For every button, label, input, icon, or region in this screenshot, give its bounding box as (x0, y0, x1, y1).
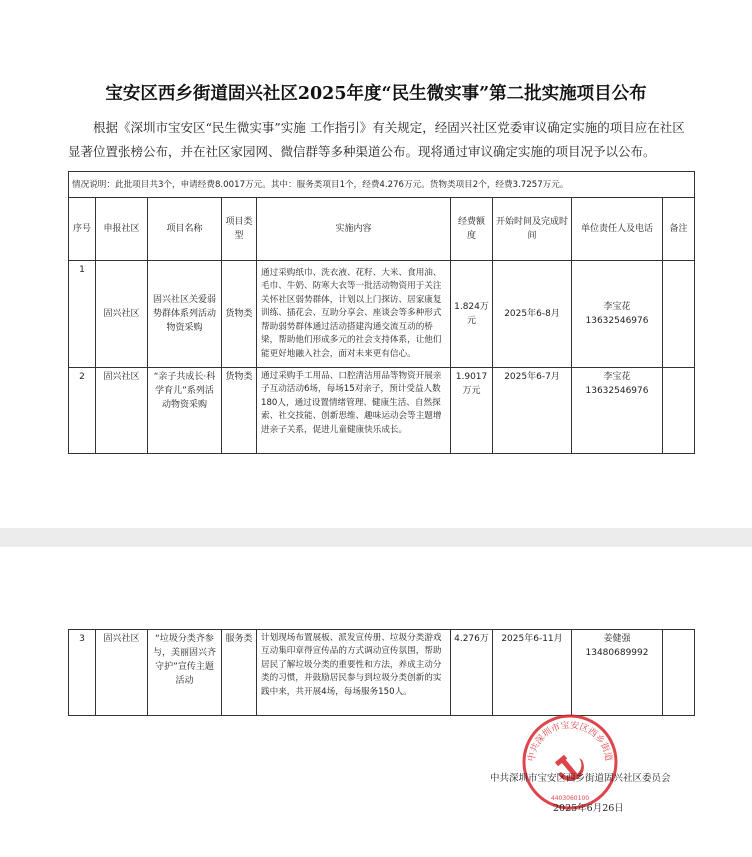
seal-icon (520, 712, 620, 812)
header-budget: 经费额度 (451, 198, 493, 261)
header-contact: 单位责任人及电话 (572, 198, 663, 261)
svg-text:中共深圳市宝安区西乡街道固兴社区委员会 (520, 712, 615, 762)
row-contact (572, 261, 663, 368)
summary-note: 情况说明：此批项目共3个，申请经费8.0017万元。其中：服务类项目1个，经费4.276万元。货物类项目2个，经费3.7257万元。 (69, 172, 695, 198)
seal-code: 4403060100 (550, 795, 590, 802)
issue-date: 2025年6月26日 (553, 803, 624, 814)
contact-name: 姜健强 (603, 634, 631, 644)
row-community: 固兴社区 (96, 368, 148, 454)
header-note: 备注 (663, 198, 695, 261)
contact-name: 李宝花 (603, 302, 631, 312)
seal-arc-text: 中共深圳市宝安区西乡街道 (526, 720, 614, 763)
table-header-row (69, 198, 695, 261)
row-seq: 3 (69, 630, 96, 716)
issuing-organization: 中共深圳市宝安区西乡街道固兴社区委员会 (490, 773, 671, 784)
row-budget: 1.824万元 (451, 261, 493, 368)
table-row (69, 261, 695, 368)
row-note (663, 261, 695, 368)
row-type: 服务类 (222, 630, 257, 716)
row-time: 2025年6-11月 (493, 630, 572, 716)
row-content: 通过采购手工用品、口腔清洁用品等物资开展亲子互动活动6场，每场15对亲子，预计受益人数180人，通过设置情绪管理、健康生活、自然探索、社交技能、创新思维、趣味运动会等主题增进亲子关系，促进儿童健康快乐成长。 (257, 368, 451, 454)
row-time: 2025年6-7月 (493, 368, 572, 454)
document-page-2 (0, 547, 752, 857)
header-name: 项目名称 (148, 198, 222, 261)
row-type: 货物类 (222, 261, 257, 368)
table-row (69, 630, 695, 716)
row-project-name: “亲子共成长·科学育儿”系列活动物资采购 (148, 368, 222, 454)
document-title: 宝安区西乡街道固兴社区2025年度“民生微实事”第二批实施项目公布 (105, 84, 647, 104)
official-seal (520, 712, 620, 812)
row-content: 计划现场布置展板、派发宣传册、垃圾分类游戏互动集印章得宣传品的方式调动宣传氛围，帮助居民了解垃圾分类的重要性和方法，养成主动分类的习惯，并鼓励居民参与到垃圾分类创新的实践中来，共开展4场，每场服务150人。 (257, 630, 451, 716)
contact-phone: 13632546976 (585, 386, 649, 396)
row-community: 固兴社区 (96, 261, 148, 368)
header-type: 项目类型 (222, 198, 257, 261)
row-note (663, 368, 695, 454)
row-project-name: “垃圾分类齐参与，美丽固兴齐守护”宣传主题活动 (148, 630, 222, 716)
row-project-name: 固兴社区关爱弱势群体系列活动物资采购 (148, 261, 222, 368)
row-content: 通过采购纸巾、洗衣液、花籽、大米、食用油、毛巾、牛奶、防寒大衣等一批活动物资用于关注关怀社区弱势群体，计划以上门探访、居家康复训练、插花会、互助分享会、座谈会等多种形式帮助弱势群体通过活动搭建沟通交流互动的桥梁，帮助他们形成多元的社会支持体系，让他们能更好地融入社会，面对未来更有信心。 (257, 261, 451, 368)
contact-name: 李宝花 (603, 372, 631, 382)
row-budget: 4.276万 (451, 630, 493, 716)
intro-paragraph: 根据《深圳市宝安区“民生微实事”实施 工作指引》有关规定，经固兴社区党委审议确定实施的项目应在社区显著位置张榜公布，并在社区家园网、微信群等多种渠道公布。现将通过审议确定实施的项目况予以公布。 (68, 120, 685, 159)
header-seq: 序号 (69, 198, 96, 261)
header-community: 申报社区 (96, 198, 148, 261)
row-contact (572, 368, 663, 454)
row-community: 固兴社区 (96, 630, 148, 716)
contact-phone: 13632546976 (585, 316, 649, 326)
project-table (68, 171, 695, 454)
row-type: 货物类 (222, 368, 257, 454)
row-seq: 2 (69, 368, 96, 454)
row-contact (572, 630, 663, 716)
contact-phone: 13480689992 (585, 648, 649, 658)
row-budget: 1.9017万元 (451, 368, 493, 454)
row-note (663, 630, 695, 716)
row-seq: 1 (69, 261, 96, 368)
row-time: 2025年6-8月 (493, 261, 572, 368)
table-row (69, 368, 695, 454)
header-content: 实施内容 (257, 198, 451, 261)
header-time: 开始时间及完成时间 (493, 198, 572, 261)
project-table-continued (68, 629, 695, 716)
